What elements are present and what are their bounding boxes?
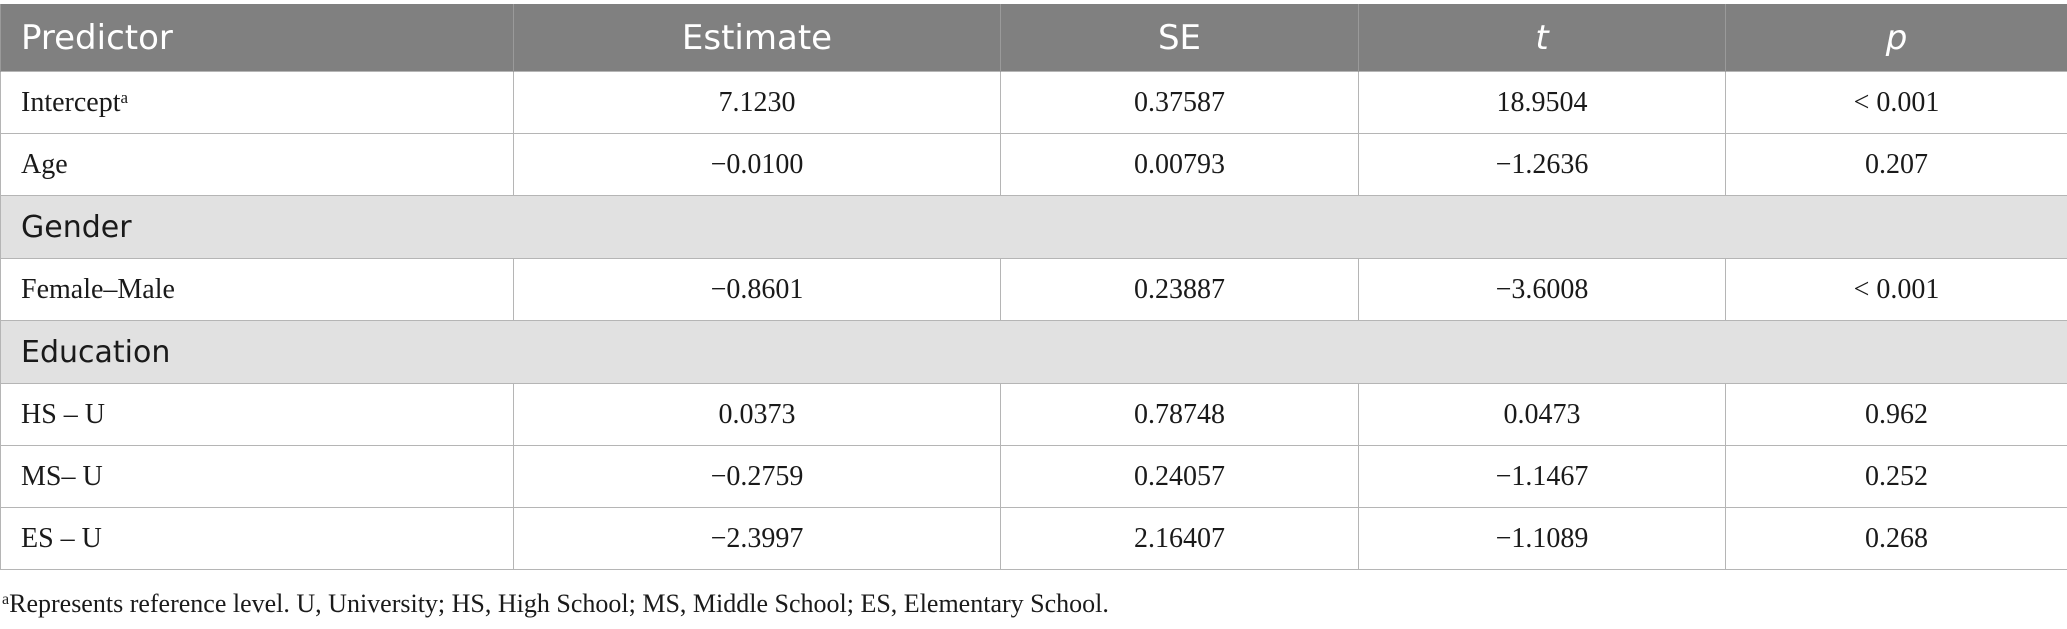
regression-table <box>0 4 2067 570</box>
table-row <box>1 134 2067 196</box>
cell-t: −1.1467 <box>1359 446 1726 508</box>
section-row-education <box>1 321 2067 384</box>
cell-t: −3.6008 <box>1359 259 1726 321</box>
table-row <box>1 72 2067 134</box>
cell-predictor: HS – U <box>1 384 514 446</box>
reference-marker: a <box>120 87 129 107</box>
cell-p: < 0.001 <box>1726 72 2067 134</box>
cell-p: 0.268 <box>1726 508 2067 570</box>
cell-predictor: Female–Male <box>1 259 514 321</box>
header-estimate: Estimate <box>514 4 1001 72</box>
cell-predictor: MS– U <box>1 446 514 508</box>
cell-se: 0.00793 <box>1001 134 1359 196</box>
cell-se: 0.78748 <box>1001 384 1359 446</box>
table-row <box>1 446 2067 508</box>
cell-estimate: 7.1230 <box>514 72 1001 134</box>
header-predictor: Predictor <box>1 4 514 72</box>
header-t: t <box>1359 4 1726 72</box>
cell-t: −1.1089 <box>1359 508 1726 570</box>
cell-predictor: ES – U <box>1 508 514 570</box>
cell-t: 18.9504 <box>1359 72 1726 134</box>
predictor-label: Intercept <box>21 86 121 118</box>
table-footnote <box>2 589 1109 619</box>
cell-predictor: Age <box>1 134 514 196</box>
cell-se: 0.24057 <box>1001 446 1359 508</box>
table-row <box>1 259 2067 321</box>
cell-t: −1.2636 <box>1359 134 1726 196</box>
cell-p: 0.207 <box>1726 134 2067 196</box>
header-row <box>1 4 2067 72</box>
table-row <box>1 384 2067 446</box>
cell-estimate: −0.8601 <box>514 259 1001 321</box>
cell-t: 0.0473 <box>1359 384 1726 446</box>
footnote-text: Represents reference level. U, University; HS, High School; MS, Middle School; ES, Elementary School. <box>9 589 1109 618</box>
table-row <box>1 508 2067 570</box>
cell-estimate: −2.3997 <box>514 508 1001 570</box>
section-label: Gender <box>1 196 2067 259</box>
cell-estimate: 0.0373 <box>514 384 1001 446</box>
cell-se: 2.16407 <box>1001 508 1359 570</box>
cell-p: 0.252 <box>1726 446 2067 508</box>
cell-se: 0.23887 <box>1001 259 1359 321</box>
cell-estimate: −0.0100 <box>514 134 1001 196</box>
footnote-marker: a <box>2 591 10 608</box>
section-row-gender <box>1 196 2067 259</box>
cell-estimate: −0.2759 <box>514 446 1001 508</box>
cell-p: 0.962 <box>1726 384 2067 446</box>
regression-table-container <box>0 4 2067 570</box>
section-label: Education <box>1 321 2067 384</box>
cell-p: < 0.001 <box>1726 259 2067 321</box>
header-p: p <box>1726 4 2067 72</box>
header-se: SE <box>1001 4 1359 72</box>
cell-se: 0.37587 <box>1001 72 1359 134</box>
cell-predictor <box>1 72 514 134</box>
